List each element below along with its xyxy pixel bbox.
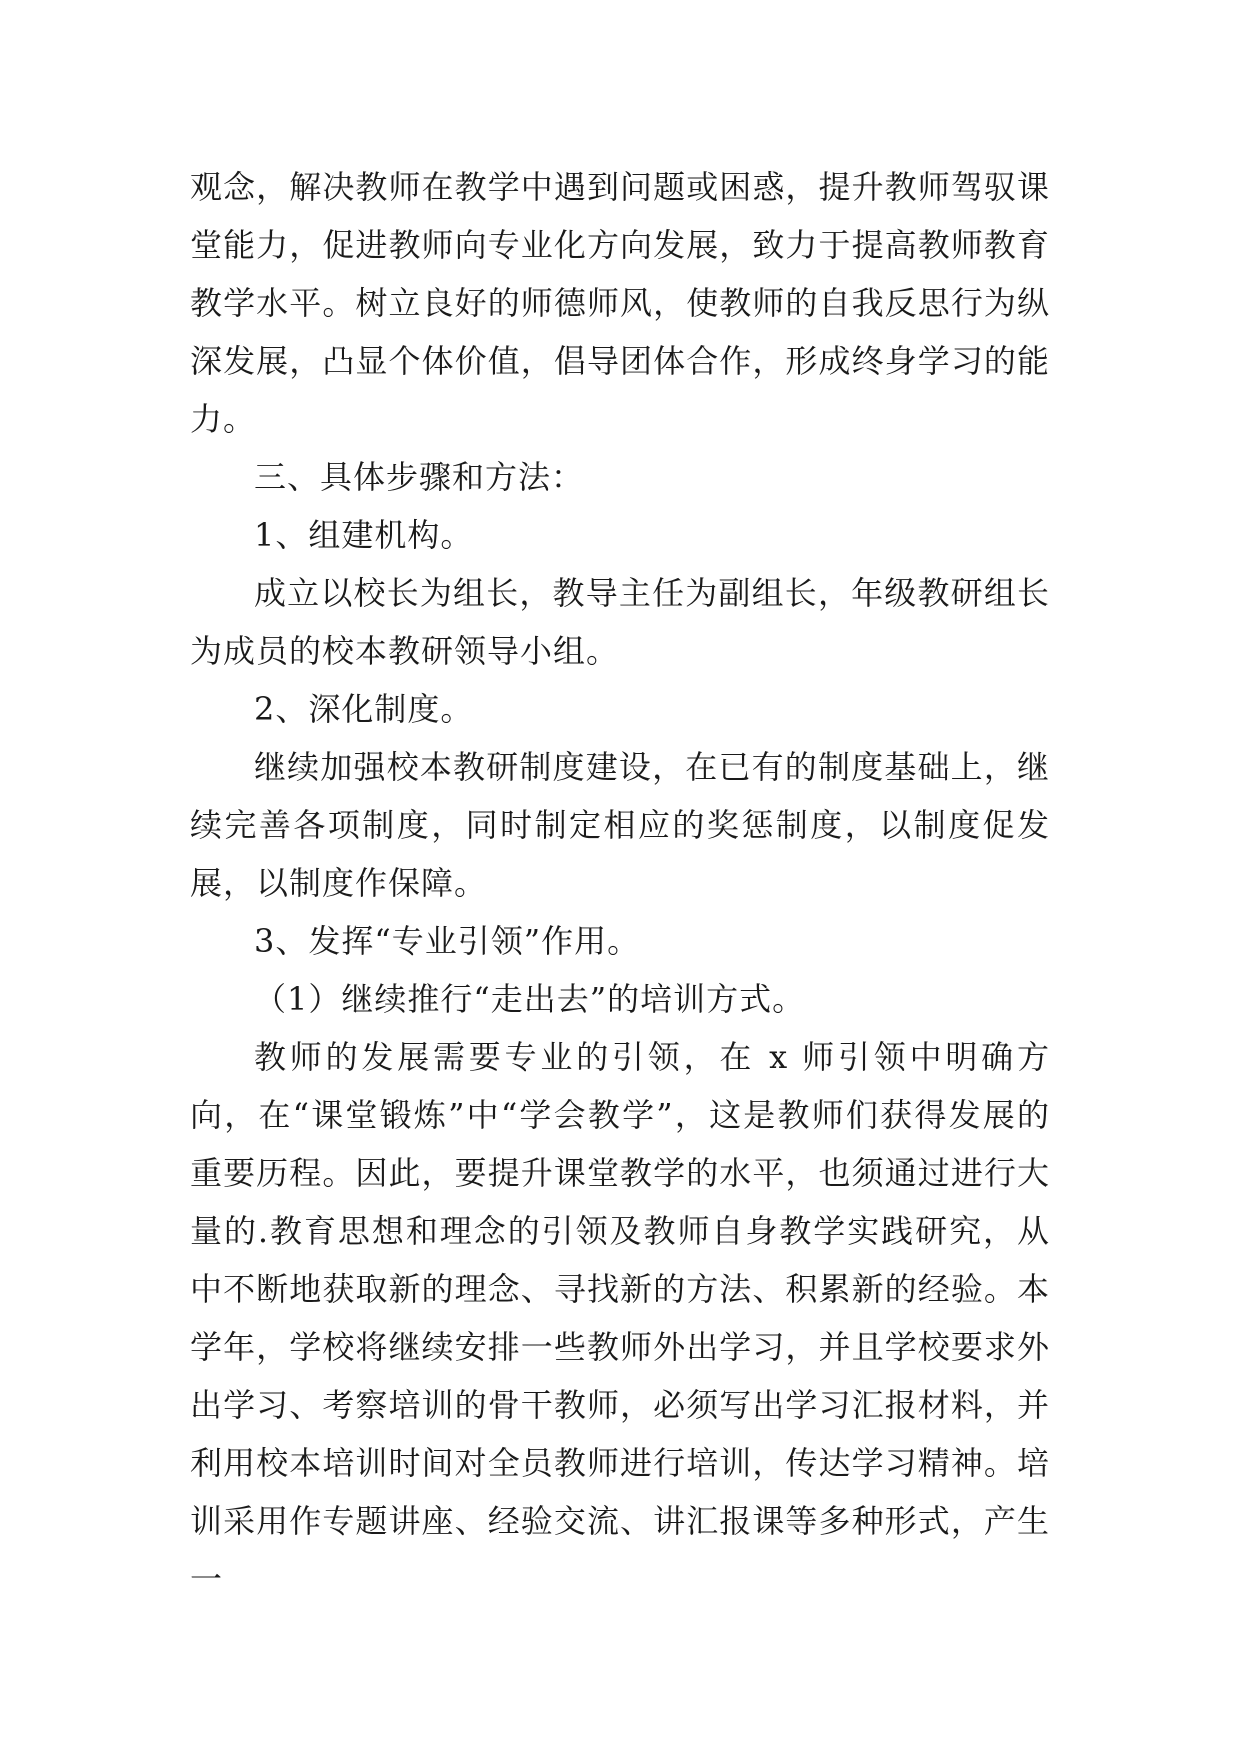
document-body [190, 158, 1050, 1608]
paragraph-continuation: 观念，解决教师在教学中遇到问题或困惑，提升教师驾驭课堂能力，促进教师向专业化方向发展，致力于提高教师教育教学水平。树立良好的师德师风，使教师的自我反思行为纵深发展，凸显个体价值，倡导团体合作，形成终身学习的能力。 [190, 168, 1050, 438]
item-heading-system: 2、深化制度。 [254, 690, 474, 728]
item-heading-professional-guidance: 3、发挥“专业引领”作用。 [254, 922, 641, 960]
item-heading-organization: 1、组建机构。 [254, 516, 474, 554]
paragraph-organization: 成立以校长为组长，教导主任为副组长，年级教研组长为成员的校本教研领导小组。 [190, 574, 1050, 670]
section-heading-steps-and-methods: 三、具体步骤和方法： [254, 458, 585, 496]
paragraph-system: 继续加强校本教研制度建设，在已有的制度基础上，继续完善各项制度，同时制定相应的奖惩制度，以制度促发展，以制度作保障。 [190, 748, 1050, 902]
paragraph-training: 教师的发展需要专业的引领，在 x 师引领中明确方向，在“课堂锻炼”中“学会教学”，这是教师们获得发展的重要历程。因此，要提升课堂教学的水平，也须通过进行大量的.教育思想和理念的引领及教师自身教学实践研究，从中不断地获取新的理念、寻找新的方法、积累新的经验。本学年，学校将继续安排一些教师外出学习，并且学校要求外出学习、考察培训的骨干教师，必须写出学习汇报材料，并利用校本培训时间对全员教师进行培训，传达学习精神。培训采用作专题讲座、经验交流、讲汇报课等多种形式，产生一 [190, 1038, 1050, 1598]
sub-item-heading-training: （1）继续推行“走出去”的培训方式。 [254, 980, 806, 1018]
